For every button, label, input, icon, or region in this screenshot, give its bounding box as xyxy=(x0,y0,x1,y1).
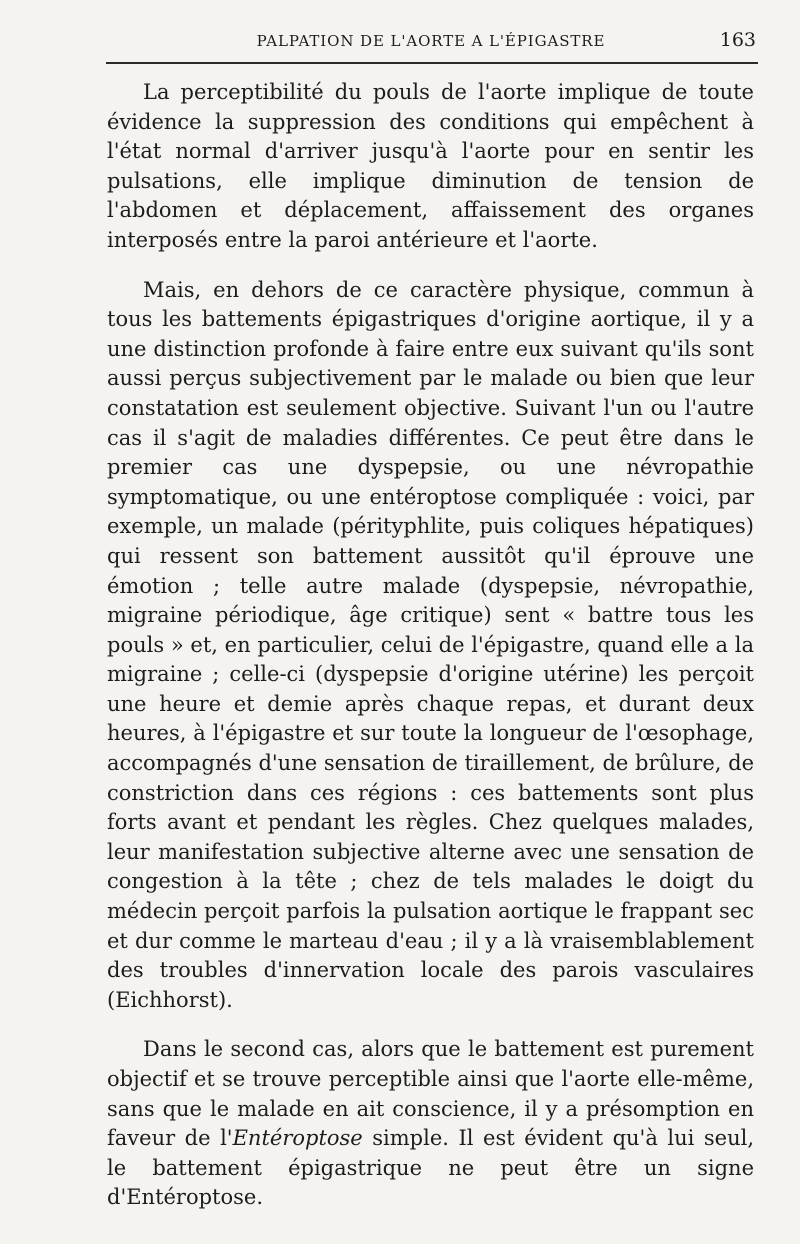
paragraph-3-text-before: Dans le second cas, alors que le battement est purement objectif et se trouve perceptible ainsi que l'aorte elle-même, sans que le malade en ait conscience, il y a présomption en faveur de l' xyxy=(107,1037,754,1151)
emphasis-enteroptose: Entéroptose xyxy=(232,1126,363,1151)
body-text xyxy=(107,78,754,1213)
header-rule xyxy=(106,62,758,64)
paragraph-1: La perceptibilité du pouls de l'aorte implique de toute évidence la suppression des conditions qui empêchent à l'état normal d'arriver jusqu'à l'aorte pour en sentir les pulsations, elle implique diminution de tension de l'abdomen et déplacement, affaissement des organes interposés entre la paroi antérieure et l'aorte. xyxy=(107,80,754,252)
running-header xyxy=(106,28,756,58)
paragraph-2: Mais, en dehors de ce caractère physique, commun à tous les battements épigastriques d'origine aortique, il y a une distinction profonde à faire entre eux suivant qu'ils sont aussi perçus subjectivement par le malade ou bien que leur constatation est seulement objective. Suivant l'un ou l'autre cas il s'agit de maladies différentes. Ce peut être dans le premier cas une dyspepsie, ou une névropathie symptomatique, ou une entéroptose compliquée : voici, par exemple, un malade (pérityphlite, puis coliques hépatiques) qui ressent son battement aussitôt qu'il éprouve une émotion ; telle autre malade (dyspepsie, névropathie, migraine périodique, âge critique) sent « battre tous les pouls » et, en particulier, celui de l'épigastre, quand elle a la migraine ; celle-ci (dyspepsie d'origine utérine) les perçoit une heure et demie après chaque repas, et durant deux heures, à l'épigastre et sur toute la longueur de l'œsophage, accompagnés d'une sensation de tiraillement, de brûlure, de constriction dans ces régions : ces battements sont plus forts avant et pendant les règles. Chez quelques malades, leur manifestation subjective alterne avec une sensation de congestion à la tête ; chez de tels malades le doigt du médecin perçoit parfois la pulsation aortique le frappant sec et dur comme le marteau d'eau ; il y a là vraisemblablement des troubles d'innervation locale des parois vasculaires (Eichhorst). xyxy=(107,277,754,1012)
running-title: PALPATION DE L'AORTE A L'ÉPIGASTRE xyxy=(256,32,606,50)
paragraph-3 xyxy=(107,1035,754,1213)
paragraph-3-text-after: simple. Il est évident qu'à lui seul, le battement épigastrique ne peut être un signe d'Entéroptose. xyxy=(107,1126,755,1210)
page-number: 163 xyxy=(719,29,756,51)
